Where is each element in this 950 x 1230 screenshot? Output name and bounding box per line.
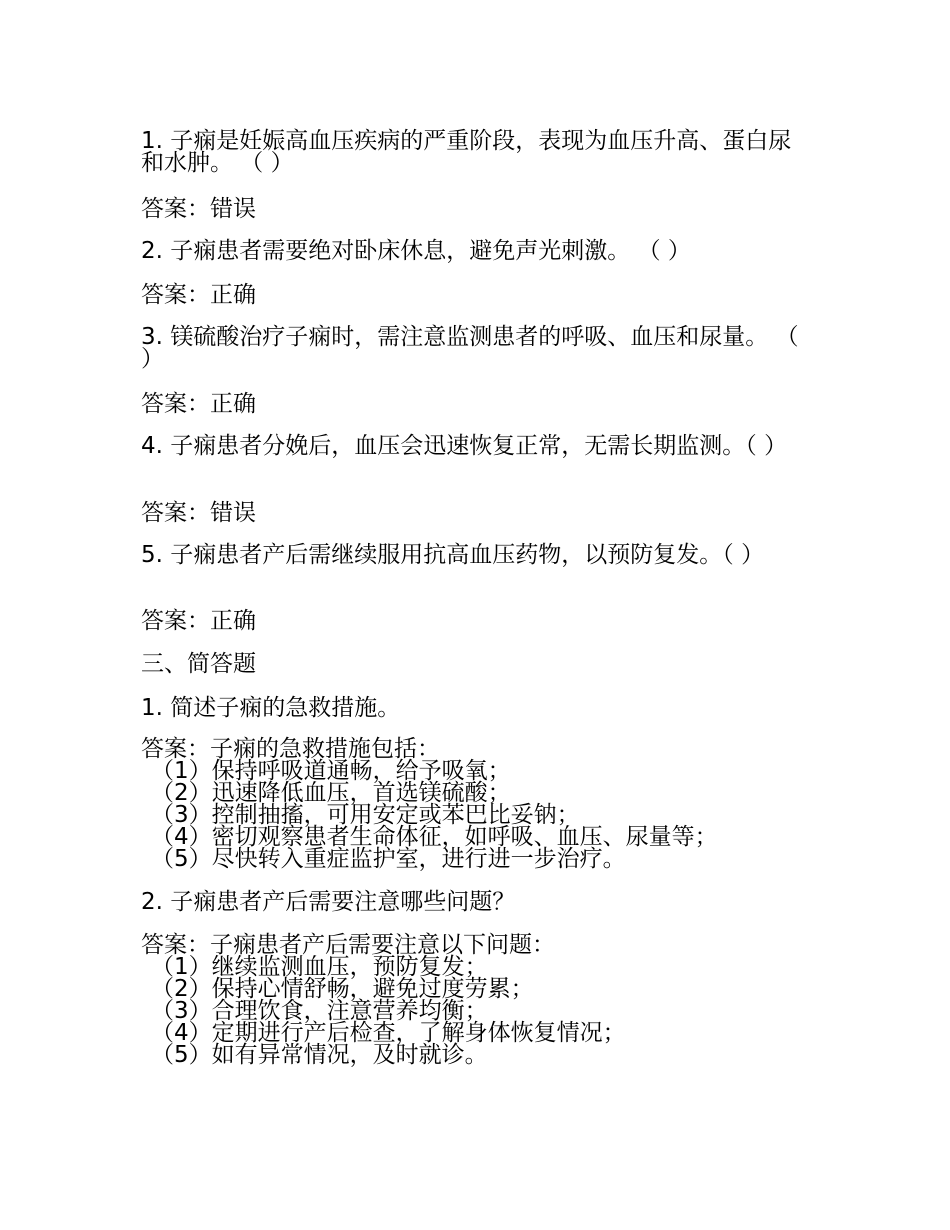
tf-answer-4: 答案：错误 [141, 500, 256, 526]
tf-answer-3: 答案：正确 [141, 391, 256, 417]
short-question-1: 1. 简述子痫的急救措施。 [141, 695, 401, 721]
short-answer-item-1-2: （2）迅速降低血压，首选镁硫酸； [151, 780, 511, 806]
short-answer-item-2-4: （4）定期进行产后检查，了解身体恢复情况； [151, 1020, 626, 1046]
tf-question-2: 2. 子痫患者需要绝对卧床休息，避免声光刺激。 （ ） [141, 238, 691, 264]
short-answer-item-1-3: （3）控制抽搐，可用安定或苯巴比妥钠； [151, 802, 580, 828]
tf-question-4: 4. 子痫患者分娩后，血压会迅速恢复正常，无需长期监测。（ ） [141, 433, 788, 459]
short-answer-item-1-5: （5）尽快转入重症监护室，进行进一步治疗。 [151, 846, 626, 872]
section-title: 三、简答题 [141, 651, 256, 677]
tf-answer-5: 答案：正确 [141, 608, 256, 634]
tf-question-1: 1. 子痫是妊娠高血压疾病的严重阶段，表现为血压升高、蛋白尿和水肿。 （ ） [141, 128, 792, 176]
tf-answer-2: 答案：正确 [141, 282, 256, 308]
short-answer-item-2-3: （3）合理饮食，注意营养均衡； [151, 998, 488, 1024]
short-answer-item-2-5: （5）如有异常情况，及时就诊。 [151, 1042, 488, 1068]
short-question-2: 2. 子痫患者产后需要注意哪些问题？ [141, 889, 516, 915]
short-answer-item-1-4: （4）密切观察患者生命体征，如呼吸、血压、尿量等； [151, 824, 718, 850]
short-answer-intro-2: 答案：子痫患者产后需要注意以下问题： [141, 932, 555, 958]
short-answer-item-2-2: （2）保持心情舒畅，避免过度劳累； [151, 976, 534, 1002]
tf-answer-1: 答案：错误 [141, 196, 256, 222]
tf-question-5: 5. 子痫患者产后需继续服用抗高血压药物，以预防复发。（ ） [141, 542, 765, 568]
short-answer-item-2-1: （1）继续监测血压，预防复发； [151, 954, 488, 980]
short-answer-intro-1: 答案：子痫的急救措施包括： [141, 736, 440, 762]
short-answer-item-1-1: （1）保持呼吸道通畅，给予吸氧； [151, 758, 511, 784]
tf-question-3: 3. 镁硫酸治疗子痫时，需注意监测患者的呼吸、血压和尿量。 （ ） [141, 324, 799, 372]
